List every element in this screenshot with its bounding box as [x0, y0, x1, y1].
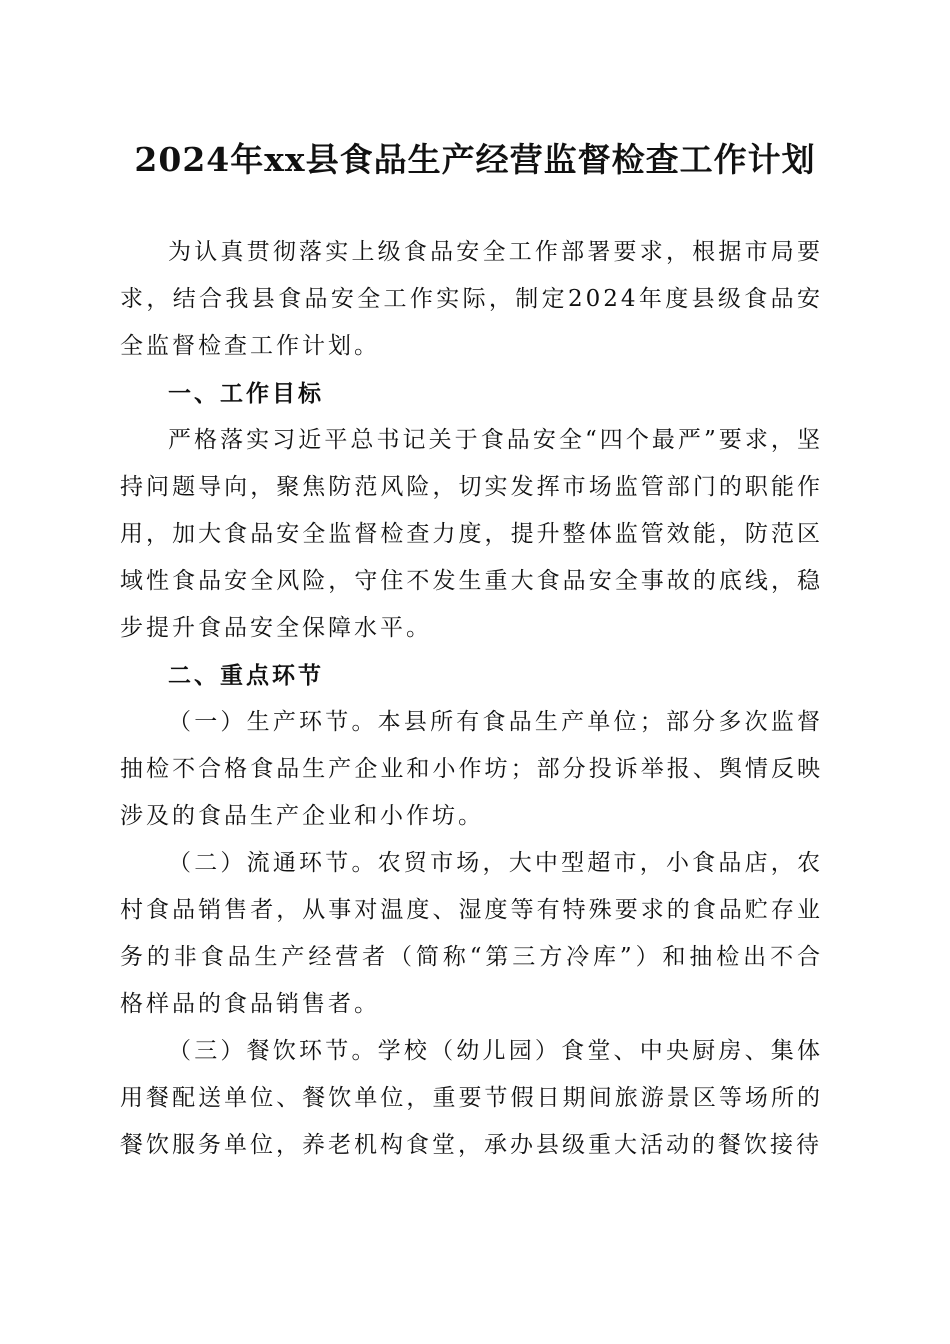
document-body	[120, 229, 823, 1169]
catering-paragraph	[120, 1028, 823, 1169]
circulation-text: 农贸市场，大中型超市，小食品店，农村食品销售者，从事对温度、湿度等有特殊要求的食品贮存业务的非食品生产经营者（简称“第三方冷库”）和抽检出不合格样品的食品销售者。	[120, 850, 824, 1017]
catering-text: 学校（幼儿园）食堂、中央厨房、集体用餐配送单位、餐饮单位，重要节假日期间旅游景区等场所的餐饮服务单位，养老机构食堂，承办县级重大活动的餐饮接待	[120, 1038, 824, 1158]
production-text: 本县所有食品生产单位；部分多次监督抽检不合格食品生产企业和小作坊；部分投诉举报、舆情反映涉及的食品生产企业和小作坊。	[120, 709, 824, 829]
circulation-paragraph	[120, 840, 823, 1028]
section-heading-goals: 一、工作目标	[168, 380, 324, 407]
production-label: （一）生产环节。	[168, 709, 378, 735]
document-title: 2024年xx县食品生产经营监督检查工作计划	[134, 140, 816, 179]
section-heading-key-links: 二、重点环节	[168, 662, 324, 689]
circulation-label: （二）流通环节。	[168, 850, 378, 876]
production-paragraph	[120, 699, 823, 840]
goals-paragraph: 严格落实习近平总书记关于食品安全“四个最严”要求，坚持问题导向，聚焦防范风险，切实发挥市场监管部门的职能作用，加大食品安全监督检查力度，提升整体监管效能，防范区域性食品安全风险，守住不发生重大食品安全事故的底线，稳步提升食品安全保障水平。	[120, 427, 823, 641]
catering-label: （三）餐饮环节。	[168, 1038, 378, 1064]
intro-paragraph: 为认真贯彻落实上级食品安全工作部署要求，根据市局要求，结合我县食品安全工作实际，制定2024年度县级食品安全监督检查工作计划。	[120, 239, 823, 359]
